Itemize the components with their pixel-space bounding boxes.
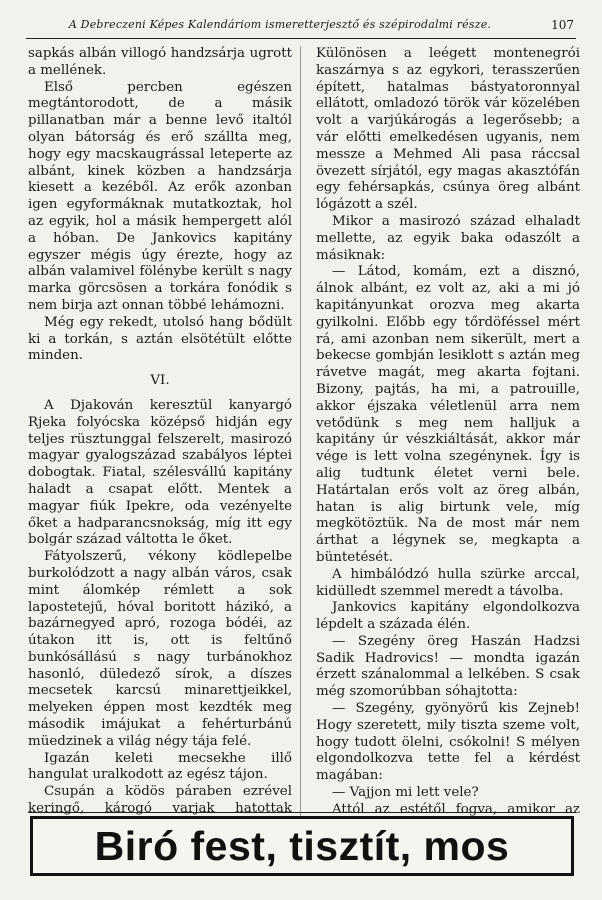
paragraph: A Djakován keresztül kanyargó Rjeka folyócska középső hidján egy teljes rüsztunggal felszerelt, masirozó magyar gyalogszázad szabályos léptei dobogtak. Fiatal, szélesvállú kapitány haladt a csapat előtt. Mentek a magyar fiúk Ipekre, oda vezényelte őket a hadparancsnokság, míg itt egy bolgár század váltotta le őket.	[28, 397, 292, 548]
footer-rule	[28, 812, 576, 813]
advertisement-text: Biró fest, tisztít, mos	[94, 822, 510, 869]
paragraph: Első percben egészen megtántorodott, de a másik pillanatban már a benne levő italtól olyan bátorság és erő szállta meg, hogy egy macskaugrással leteperte az albánt, kinek közben a handzsárja kiesett a kezéből. Az erők azonban igen egyformáknak mutatkoztak, hol az egyik, hol a másik hempergett alól a hóban. De Jankovics kapitány egyszer mégis úgy érezte, hogy az albán valamivel fölénybe került s nagy marka görcsösen a torkára fonódik s nem birja azt onnan többé lehámozni.	[28, 79, 292, 313]
page-number: 107	[551, 18, 574, 32]
paragraph: — Szegény öreg Haszán Hadzsi Sadik Hadrovics! — mondta igazán érzett szánalommal a lelkében. S csak még szomorúbban sóhajtotta:	[316, 633, 580, 700]
running-title: A Debreczeni Képes Kalendáriom ismeretterjesztő és szépirodalmi része.	[68, 18, 492, 31]
paragraph: Fátyolszerű, vékony ködlepelbe burkolódzott a nagy albán város, csak mint álomkép rémlett a sok lapostetejű, hóval boritott házikó, a bazárnegyed apró, rozoga bódéi, az útakon itt is, ott is feltűnő bunkósállású s nagy turbánokhoz hasonló, düledező sírok, a díszes mecsetek karcsú minarettjeikkel, melyeken éppen most kezdték meg második imájukat a fehérturbánú müedzinek a világ négy tája felé.	[28, 549, 292, 749]
paragraph: Attól az estétől fogva, amikor az	[332, 801, 580, 816]
paragraph: sapkás albán villogó handzsárja ugrott a mellének.	[28, 46, 292, 78]
header-rule	[26, 38, 576, 39]
page-header	[26, 18, 574, 34]
paragraph: — Szegény, gyönyörű kis Zejneb! Hogy szeretett, mily tiszta szeme volt, hogy tudott ölelni, csókolni! S mélyen elgondolkozva tette fel a kérdést magában:	[316, 701, 580, 784]
column-divider	[300, 46, 301, 816]
paragraph: Mikor a masirozó század elhaladt mellette, az egyik baka odaszólt a másiknak:	[316, 213, 580, 263]
paragraph: Csupán a ködös páraben ezrével keringő, károgó varjak hatottak	[28, 784, 292, 816]
paragraph: Jankovics kapitány elgondolkozva lépdelt a százada élén.	[316, 600, 580, 633]
paragraph: Még egy rekedt, utolsó hang bődült ki a torkán, s aztán elsötétült előtte minden.	[28, 314, 292, 364]
advertisement-banner	[30, 816, 574, 876]
paragraph: — Vajjon mi lett vele?	[332, 785, 479, 801]
section-heading: VI.	[150, 373, 170, 389]
paragraph: A himbálódzó hulla szürke arccal, kidülledt szemmel meredt a távolba.	[316, 566, 580, 599]
left-column	[28, 46, 292, 816]
right-column	[316, 46, 580, 816]
paragraph: Különösen a leégett montenegrói kaszárnya s az egykori, terasszerűen épített, hatalmas bástyatoronnyal ellátott, omladozó török vár közelében volt a varjúkárogás a legerősebb; a vár előtti emelkedésen ugyanis, nem messze a Mehmed Ali pasa ráccsal övezett sírjától, egy magas akasztófán egy fehérsapkás, csúnya öreg albánt lógázott a szél.	[316, 46, 580, 213]
paragraph: — Látod, komám, ezt a disznó, álnok albánt, ez volt az, aki a mi jó kapitányunkat orozva meg akarta gyilkolni. Előbb egy tőrdöféssel mért rá, ami azonban nem sikerült, mert a bekecse gombján lesiklott s aztán meg rávetve magát, meg akarta fojtani. Bizony, pajtás, ha mi, a patrouille, akkor éjszaka véletlenül arra nem vetődünk s meg nem halljuk a kapitány úr vészkiáltását, akkor már vége is lett volna szegénynek. Így is alig tudtunk életet verni bele. Határtalan erős volt az öreg albán, hatan is alig birtunk vele, míg megkötöztük. Na de most már nem árthat a légynek se, megkapta a büntetését.	[316, 264, 580, 565]
paragraph: Igazán keleti mecsekhe illő hangulat uralkodott az egész tájon.	[28, 750, 292, 783]
